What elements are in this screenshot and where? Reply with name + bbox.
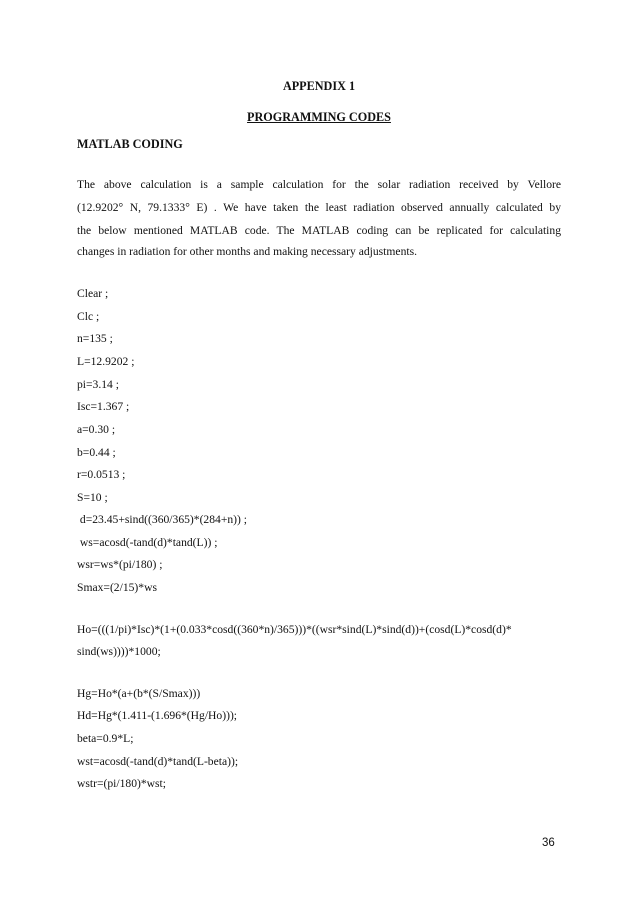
code-line: Smax=(2/15)*ws [77, 581, 157, 594]
code-line: r=0.0513 ; [77, 468, 126, 481]
intro-line: (12.9202° N, 79.1333° E) . We have taken the least radiation observed annually calculated by [77, 201, 561, 214]
code-line: L=12.9202 ; [77, 355, 135, 368]
section-title: PROGRAMMING CODES [247, 110, 391, 124]
code-line: Clear ; [77, 287, 109, 300]
code-line: S=10 ; [77, 491, 108, 504]
intro-line: The above calculation is a sample calculation for the solar radiation received by Vellore [77, 178, 561, 191]
code-line: ws=acosd(-tand(d)*tand(L)) ; [77, 536, 218, 549]
appendix-title: APPENDIX 1 [282, 79, 356, 93]
code-line: wstr=(pi/180)*wst; [77, 777, 166, 790]
code-line: wsr=ws*(pi/180) ; [77, 558, 163, 571]
code-line: pi=3.14 ; [77, 378, 119, 391]
code-line: wst=acosd(-tand(d)*tand(L-beta)); [77, 755, 239, 768]
page-number: 36 [542, 837, 555, 849]
code-line: Hg=Ho*(a+(b*(S/Smax))) [77, 687, 201, 700]
code-line: Clc ; [77, 310, 100, 323]
code-line: Isc=1.367 ; [77, 400, 130, 413]
code-line: Ho=(((1/pi)*Isc)*(1+(0.033*cosd((360*n)/365)))*((wsr*sind(L)*sind(d))+(cosd(L)*cosd(d)* [77, 623, 512, 636]
intro-line: the below mentioned MATLAB code. The MATLAB coding can be replicated for calculating [77, 224, 561, 237]
code-line: beta=0.9*L; [77, 732, 134, 745]
code-line: d=23.45+sind((360/365)*(284+n)) ; [77, 513, 247, 526]
code-line: n=135 ; [77, 332, 113, 345]
code-line: b=0.44 ; [77, 446, 116, 459]
subsection-title: MATLAB CODING [77, 137, 183, 151]
intro-line: changes in radiation for other months and making necessary adjustments. [77, 245, 417, 258]
code-line: sind(ws))))*1000; [77, 645, 161, 658]
code-line: a=0.30 ; [77, 423, 116, 436]
code-line: Hd=Hg*(1.411-(1.696*(Hg/Ho))); [77, 709, 238, 722]
